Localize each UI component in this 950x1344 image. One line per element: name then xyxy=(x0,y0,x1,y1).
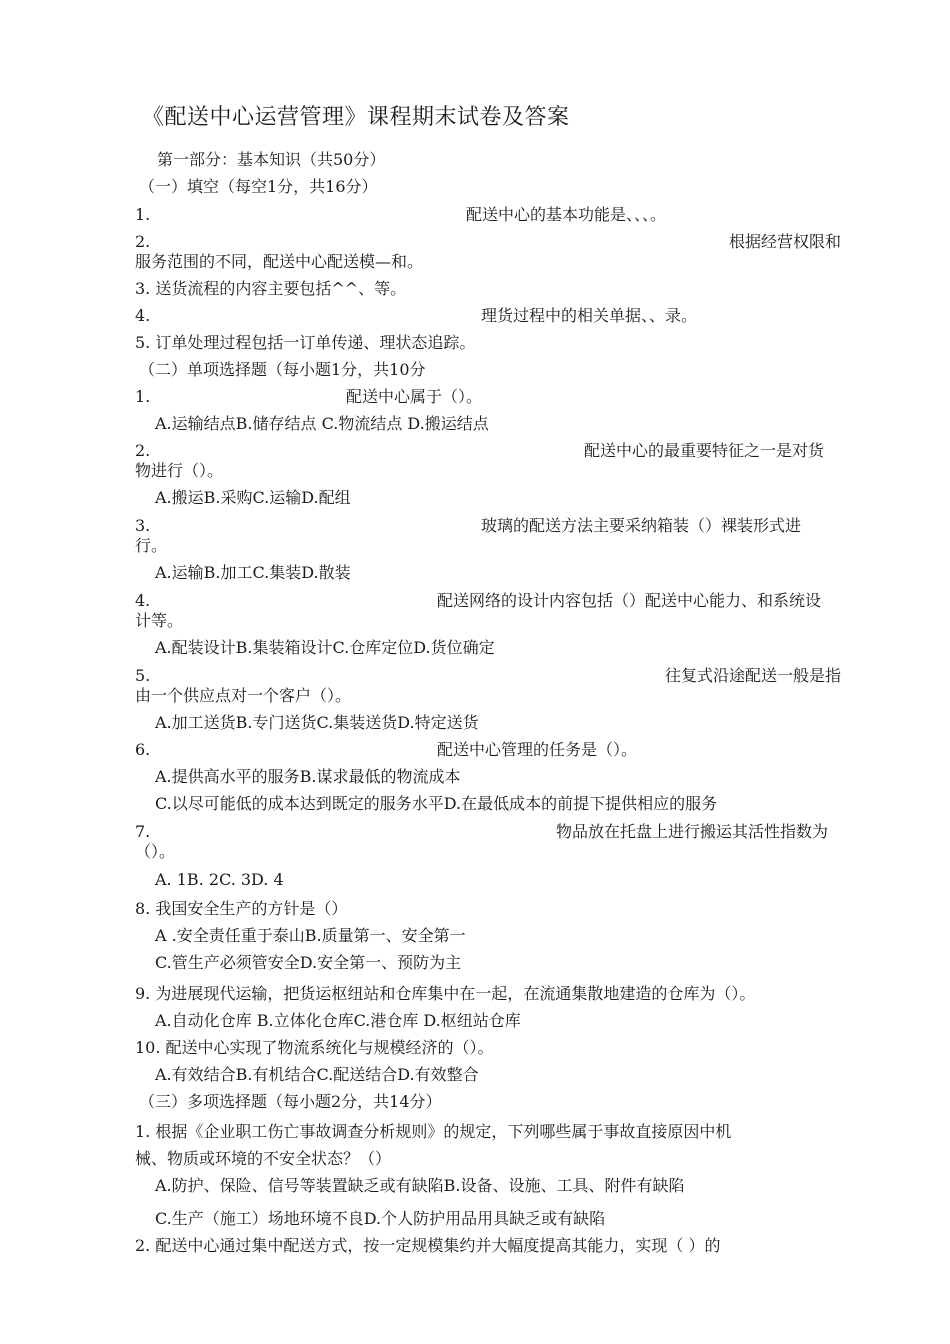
answer-options: C.管生产必须管安全D.安全第一、预防为主 xyxy=(155,953,462,972)
question-text: 配送中心的基本功能是、、、。 xyxy=(466,205,667,224)
question-text: 玻璃的配送方法主要采纳箱装（）裸装形式进 xyxy=(481,516,802,535)
answer-options: A. 1B. 2C. 3D. 4 xyxy=(155,870,284,889)
question-text: 2. 配送中心通过集中配送方式，按一定规模集约并大幅度提高其能力，实现（ ）的 xyxy=(135,1236,721,1255)
answer-options: A.自动化仓库 B.立体化仓库C.港仓库 D.枢纽站仓库 xyxy=(155,1011,521,1030)
question-number: 5. xyxy=(135,666,151,685)
question-number: 2. xyxy=(135,441,151,460)
question-text: 1. 根据《企业职工伤亡事故调查分析规则》的规定，下列哪些属于事故直接原因中机 xyxy=(135,1122,732,1141)
question-number: 1. xyxy=(135,205,151,224)
question-text: 配送中心属于（）。 xyxy=(346,387,483,406)
question-number: 7. xyxy=(135,822,151,841)
question-number: 4. xyxy=(135,591,151,610)
question-text: 物进行（）。 xyxy=(135,461,224,480)
question-text: 9. 为进展现代运输，把货运枢纽站和仓库集中在一起，在流通集散地建造的仓库为（）。 xyxy=(135,984,756,1003)
question-text: （）。 xyxy=(135,842,176,861)
question-text: 3. 送货流程的内容主要包括^^、等。 xyxy=(135,279,407,298)
question-text: 根据经营权限和 xyxy=(729,232,842,251)
section-heading-fill-blank: （一）填空（每空1分，共16分） xyxy=(139,177,378,196)
question-text: 配送中心管理的任务是（）。 xyxy=(437,740,638,759)
question-text: 服务范围的不同，配送中心配送模—和。 xyxy=(135,252,424,271)
answer-options: C.生产（施工）场地环境不良D.个人防护用品用具缺乏或有缺陷 xyxy=(155,1209,606,1228)
question-text: 理货过程中的相关单据、、录。 xyxy=(481,306,698,325)
question-number: 3. xyxy=(135,516,151,535)
section-heading-single-choice: （二）单项选择题（每小题1分，共10分 xyxy=(139,360,426,379)
question-text: 配送中心的最重要特征之一是对货 xyxy=(584,441,825,460)
part-heading: 第一部分：基本知识（共50分） xyxy=(157,150,386,169)
answer-options: A.有效结合B.有机结合C.配送结合D.有效整合 xyxy=(155,1065,479,1084)
answer-options: A.加工送货B.专门送货C.集装送货D.特定送货 xyxy=(155,713,479,732)
question-text: 往复式沿途配送一般是指 xyxy=(665,666,842,685)
question-text: 配送网络的设计内容包括（）配送中心能力、和系统设 xyxy=(437,591,822,610)
answer-options: C.以尽可能低的成本达到既定的服务水平D.在最低成本的前提下提供相应的服务 xyxy=(155,794,718,813)
question-text: 10. 配送中心实现了物流系统化与规模经济的（）。 xyxy=(135,1038,494,1057)
section-heading-multi-choice: （三）多项选择题（每小题2分，共14分） xyxy=(139,1092,442,1111)
question-number: 2. xyxy=(135,232,151,251)
answer-options: A.配装设计B.集装箱设计C.仓库定位D.货位确定 xyxy=(155,638,495,657)
question-text: 械、物质或环境的不安全状态？（） xyxy=(135,1149,392,1168)
question-number: 4. xyxy=(135,306,151,325)
answer-options: A.提供高水平的服务B.谋求最低的物流成本 xyxy=(155,767,461,786)
question-text: 物品放在托盘上进行搬运其活性指数为 xyxy=(556,822,829,841)
document-title: 《配送中心运营管理》课程期末试卷及答案 xyxy=(142,105,570,130)
answer-options: A.运输结点B.储存结点 C.物流结点 D.搬运结点 xyxy=(155,414,489,433)
question-text: 计等。 xyxy=(135,611,184,630)
question-text: 行。 xyxy=(135,536,168,555)
question-text: 8. 我国安全生产的方针是（） xyxy=(135,899,348,918)
answer-options: A.防护、保险、信号等装置缺乏或有缺陷B.设备、设施、工具、附件有缺陷 xyxy=(155,1176,685,1195)
answer-options: A.运输B.加工C.集装D.散装 xyxy=(155,563,351,582)
question-number: 6. xyxy=(135,740,151,759)
question-text: 由一个供应点对一个客户（）。 xyxy=(135,686,352,705)
answer-options: A .安全责任重于泰山B.质量第一、安全第一 xyxy=(155,926,466,945)
question-number: 1. xyxy=(135,387,151,406)
answer-options: A.搬运B.采购C.运输D.配组 xyxy=(155,488,351,507)
question-text: 5. 订单处理过程包括一订单传递、理状态追踪。 xyxy=(135,333,476,352)
